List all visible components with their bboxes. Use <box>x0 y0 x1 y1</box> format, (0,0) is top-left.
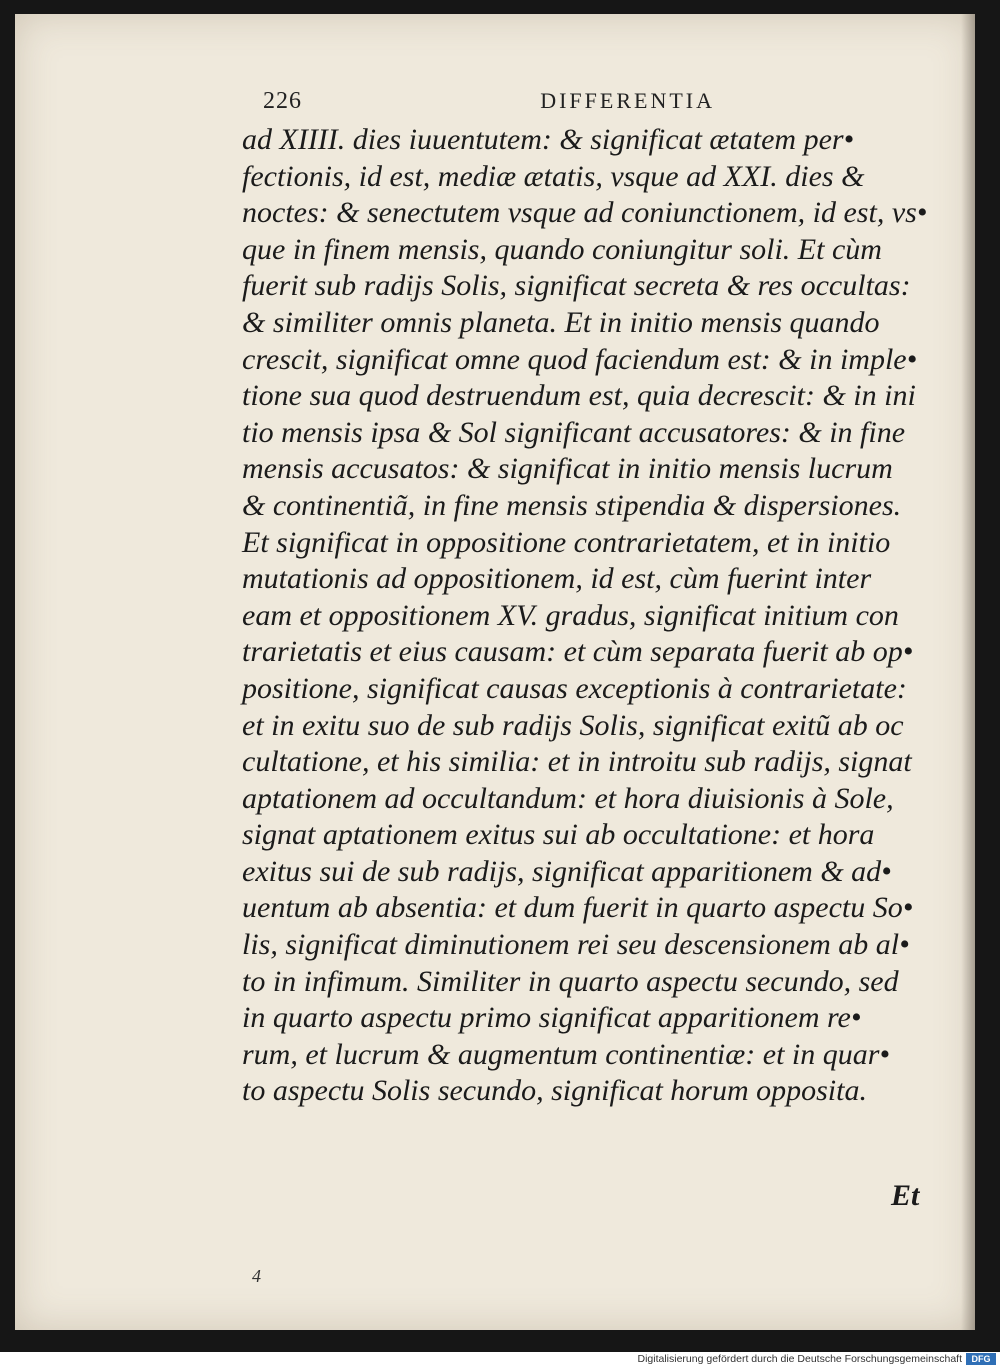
text-line: crescit, significat omne quod faciendum est: & in imple• <box>242 342 918 376</box>
running-head-title: DIFFERENTIA <box>540 88 715 113</box>
text-line: tio mensis ipsa & Sol significant accusatores: & in fine <box>242 415 906 449</box>
text-line: noctes: & senectutem vsque ad coniunctionem, id est, vs• <box>242 196 928 230</box>
text-line: que in finem mensis, quando coniungitur soli. Et cùm <box>242 232 882 266</box>
text-line: fectionis, id est, mediæ ætatis, vsque ad XXI. dies & <box>242 159 865 193</box>
text-line: & continentiã, in fine mensis stipendia & dispersiones. <box>242 488 902 522</box>
page-edge-shadow <box>961 14 975 1330</box>
text-line: eam et oppositionem XV. gradus, significat initium con <box>242 598 899 632</box>
signature-mark: 4 <box>252 1266 261 1286</box>
text-line: exitus sui de sub radijs, significat apparitionem & ad• <box>242 854 892 888</box>
text-line: & similiter omnis planeta. Et in initio mensis quando <box>242 305 880 339</box>
text-line: in quarto aspectu primo significat apparitionem re• <box>242 1001 862 1035</box>
text-line: fuerit sub radijs Solis, significat secreta & res occultas: <box>242 269 911 303</box>
catchword: Et <box>891 1179 920 1212</box>
text-line: ad XIIII. dies iuuentutem: & significat ætatem per• <box>242 123 855 156</box>
text-line: et in exitu suo de sub radijs Solis, significat exitũ ab oc <box>242 708 904 742</box>
footer-bar <box>0 1352 1000 1367</box>
text-line: rum, et lucrum & augmentum continentiæ: et in quar• <box>242 1037 890 1071</box>
text-line: mensis accusatos: & significat in initio mensis lucrum <box>242 452 893 486</box>
text-line: cultatione, et his similia: et in introitu sub radijs, signat <box>242 745 912 779</box>
text-line: to in infimum. Similiter in quarto aspectu secundo, sed <box>242 964 899 998</box>
text-line: to aspectu Solis secundo, significat horum opposita. <box>242 1074 867 1108</box>
text-line: signat aptationem exitus sui ab occultatione: et hora <box>242 818 875 852</box>
dfg-logo-icon: DFG <box>966 1353 996 1365</box>
text-line: lis, significat diminutionem rei seu descensionem ab al• <box>242 928 910 962</box>
text-line: aptationem ad occultandum: et hora diuisionis à Sole, <box>242 781 894 815</box>
book-page <box>15 14 975 1330</box>
text-line: uentum ab absentia: et dum fuerit in quarto aspectu So• <box>242 891 914 925</box>
text-line: trarietatis et eius causam: et cùm separata fuerit ab op• <box>242 635 914 669</box>
funding-notice: Digitalisierung gefördert durch die Deutsche Forschungsgemeinschaft <box>637 1353 962 1365</box>
body-text <box>242 122 942 1110</box>
text-line: mutationis ad oppositionem, id est, cùm fuerint inter <box>242 562 872 596</box>
text-line: tione sua quod destruendum est, quia decrescit: & in ini <box>242 379 916 413</box>
running-head <box>263 88 715 120</box>
text-line: positione, significat causas exceptionis à contrarietate: <box>242 671 907 705</box>
page-number: 226 <box>263 88 302 114</box>
text-line: Et significat in oppositione contrarietatem, et in initio <box>242 525 891 559</box>
